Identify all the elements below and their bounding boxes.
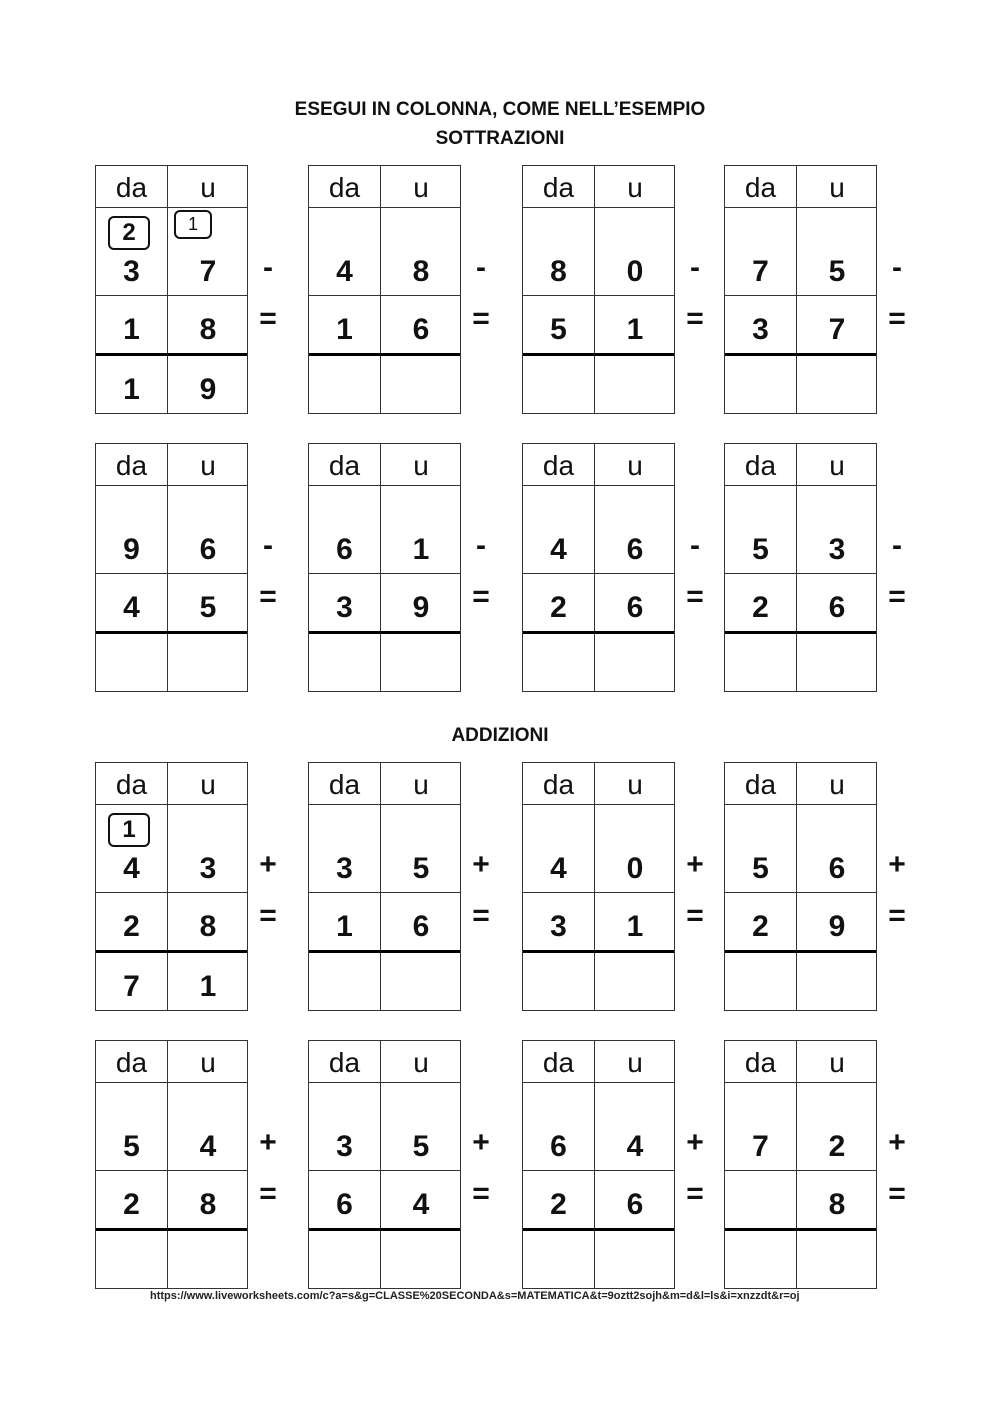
minuend-units: 3 <box>199 852 217 885</box>
subtrahend-tens: 6 <box>336 1188 353 1221</box>
header-divider <box>523 1082 674 1083</box>
subtrahend-tens: 3 <box>336 591 353 624</box>
result-line <box>309 631 460 634</box>
subtrahend-units: 6 <box>412 313 430 346</box>
plus-sign: + <box>686 848 704 881</box>
row-divider <box>523 892 674 893</box>
minuend-tens: 6 <box>336 533 353 566</box>
row-divider <box>725 1170 876 1171</box>
answer-tens-field[interactable] <box>309 1232 380 1288</box>
header-divider <box>725 207 876 208</box>
subtraction-grid <box>522 165 675 414</box>
subtrahend-units: 6 <box>412 910 430 943</box>
result-line <box>96 353 247 356</box>
minus-sign: - <box>690 529 700 562</box>
answer-units-field[interactable] <box>381 954 461 1010</box>
result-line <box>725 1228 876 1231</box>
header-tens: da <box>328 1047 361 1078</box>
answer-tens-field[interactable] <box>523 954 594 1010</box>
header-divider <box>96 1082 247 1083</box>
equals-sign: = <box>686 302 704 335</box>
subtrahend-tens: 3 <box>752 313 769 346</box>
row-divider <box>523 1170 674 1171</box>
header-tens: da <box>328 769 361 800</box>
minuend-units: 5 <box>828 255 846 288</box>
header-tens: da <box>115 450 148 481</box>
subtrahend-units: 4 <box>412 1188 430 1221</box>
equals-sign: = <box>686 1177 704 1210</box>
minuend-tens: 6 <box>550 1130 567 1163</box>
row-divider <box>725 892 876 893</box>
answer-tens-field[interactable] <box>96 1232 167 1288</box>
result-line <box>523 631 674 634</box>
header-divider <box>96 804 247 805</box>
header-divider <box>309 207 460 208</box>
addition-grid <box>724 1040 877 1289</box>
addition-grid <box>522 762 675 1011</box>
header-units: u <box>627 769 643 800</box>
minuend-units: 4 <box>199 1130 217 1163</box>
plus-sign: + <box>259 848 277 881</box>
result-line <box>96 631 247 634</box>
subtraction-grid <box>95 165 248 414</box>
subtrahend-tens: 3 <box>550 910 567 943</box>
header-units: u <box>627 450 643 481</box>
minus-sign: - <box>263 251 273 284</box>
equals-sign: = <box>472 1177 490 1210</box>
result-line <box>523 1228 674 1231</box>
addition-grid <box>308 762 461 1011</box>
subtraction-grid <box>308 165 461 414</box>
header-units: u <box>413 172 429 203</box>
subtraction-grid <box>724 165 877 414</box>
addition-grid <box>95 1040 248 1289</box>
minus-sign: - <box>690 251 700 284</box>
subtrahend-units: 8 <box>199 313 217 346</box>
row-divider <box>725 573 876 574</box>
minuend-tens: 4 <box>336 255 353 288</box>
minuend-units: 1 <box>412 533 430 566</box>
subtrahend-units: 8 <box>199 1188 217 1221</box>
row-divider <box>523 295 674 296</box>
answer-units-field[interactable] <box>595 954 675 1010</box>
result-line <box>725 950 876 953</box>
answer-tens-field[interactable] <box>523 357 594 413</box>
header-units: u <box>829 1047 845 1078</box>
answer-units-field[interactable] <box>381 357 461 413</box>
minus-sign: - <box>476 251 486 284</box>
subtrahend-tens: 1 <box>123 313 140 346</box>
header-units: u <box>829 450 845 481</box>
result-line <box>523 950 674 953</box>
plus-sign: + <box>888 1126 906 1159</box>
row-divider <box>96 573 247 574</box>
subtraction-grid <box>95 443 248 692</box>
minus-sign: - <box>476 529 486 562</box>
subtrahend-tens: 1 <box>336 910 353 943</box>
plus-sign: + <box>888 848 906 881</box>
result-line <box>309 1228 460 1231</box>
addition-grid <box>522 1040 675 1289</box>
answer-tens-field[interactable] <box>523 635 594 691</box>
answer-units-field[interactable] <box>797 954 877 1010</box>
result-line <box>309 950 460 953</box>
equals-sign: = <box>259 899 277 932</box>
header-divider <box>725 485 876 486</box>
minuend-tens: 5 <box>752 852 769 885</box>
header-divider <box>309 485 460 486</box>
subtrahend-tens: 2 <box>123 910 140 943</box>
answer-tens-field[interactable] <box>523 1232 594 1288</box>
row-divider <box>96 295 247 296</box>
header-divider <box>309 804 460 805</box>
row-divider <box>523 573 674 574</box>
page-title: ESEGUI IN COLONNA, COME NELL’ESEMPIO <box>294 99 706 120</box>
subtrahend-tens: 2 <box>752 910 769 943</box>
plus-sign: + <box>472 1126 490 1159</box>
row-divider <box>309 892 460 893</box>
header-tens: da <box>744 769 777 800</box>
addition-grid <box>724 762 877 1011</box>
header-tens: da <box>328 172 361 203</box>
subtrahend-tens: 2 <box>550 1188 567 1221</box>
result-line <box>725 353 876 356</box>
equals-sign: = <box>686 899 704 932</box>
minuend-tens: 7 <box>752 255 769 288</box>
equals-sign: = <box>888 580 906 613</box>
result-line <box>725 631 876 634</box>
subtrahend-units: 1 <box>626 313 644 346</box>
subtraction-grid <box>522 443 675 692</box>
minus-sign: - <box>263 529 273 562</box>
answer-tens-field[interactable] <box>725 954 796 1010</box>
result-tens: 1 <box>123 373 140 406</box>
subtrahend-tens: 5 <box>550 313 567 346</box>
equals-sign: = <box>686 580 704 613</box>
minuend-units: 5 <box>412 852 430 885</box>
plus-sign: + <box>259 1126 277 1159</box>
header-units: u <box>200 450 216 481</box>
header-units: u <box>627 1047 643 1078</box>
equals-sign: = <box>888 899 906 932</box>
subtrahend-tens: 2 <box>123 1188 140 1221</box>
minuend-tens: 5 <box>123 1130 140 1163</box>
header-tens: da <box>744 172 777 203</box>
header-tens: da <box>542 450 575 481</box>
carry-units-box: 1 <box>174 210 212 239</box>
addition-grid <box>308 1040 461 1289</box>
answer-tens-field[interactable] <box>309 635 380 691</box>
result-units: 1 <box>199 970 217 1003</box>
equals-sign: = <box>259 580 277 613</box>
header-tens: da <box>115 769 148 800</box>
answer-units-field[interactable] <box>595 635 675 691</box>
answer-units-field[interactable] <box>797 357 877 413</box>
subtrahend-tens: 1 <box>336 313 353 346</box>
header-units: u <box>627 172 643 203</box>
result-line <box>96 950 247 953</box>
header-tens: da <box>328 450 361 481</box>
result-line <box>523 353 674 356</box>
subtrahend-units: 5 <box>199 591 217 624</box>
subtrahend-units: 7 <box>828 313 846 346</box>
row-divider <box>309 1170 460 1171</box>
subtrahend-units: 8 <box>828 1188 846 1221</box>
answer-tens-field[interactable] <box>309 357 380 413</box>
section-title-addition: ADDIZIONI <box>451 725 549 746</box>
subtraction-grid <box>724 443 877 692</box>
subtrahend-units: 9 <box>412 591 430 624</box>
minuend-tens: 7 <box>752 1130 769 1163</box>
minuend-units: 4 <box>626 1130 644 1163</box>
section-title-subtraction: SOTTRAZIONI <box>435 128 565 149</box>
header-divider <box>309 1082 460 1083</box>
answer-tens-field[interactable] <box>309 954 380 1010</box>
minus-sign: - <box>892 529 902 562</box>
equals-sign: = <box>472 302 490 335</box>
minuend-tens: 5 <box>752 533 769 566</box>
header-units: u <box>413 769 429 800</box>
header-units: u <box>829 769 845 800</box>
minuend-units: 2 <box>828 1130 846 1163</box>
subtrahend-units: 6 <box>626 1188 644 1221</box>
answer-tens-field[interactable] <box>725 1232 796 1288</box>
minuend-units: 3 <box>828 533 846 566</box>
header-divider <box>96 207 247 208</box>
answer-units-field[interactable] <box>797 1232 877 1288</box>
subtraction-grid <box>308 443 461 692</box>
header-tens: da <box>744 450 777 481</box>
header-units: u <box>413 1047 429 1078</box>
result-tens: 7 <box>123 970 140 1003</box>
header-tens: da <box>542 1047 575 1078</box>
answer-tens-field[interactable] <box>725 357 796 413</box>
answer-tens-field[interactable] <box>725 635 796 691</box>
subtrahend-tens: 4 <box>123 591 140 624</box>
equals-sign: = <box>259 302 277 335</box>
equals-sign: = <box>888 1177 906 1210</box>
equals-sign: = <box>888 302 906 335</box>
equals-sign: = <box>259 1177 277 1210</box>
header-units: u <box>200 769 216 800</box>
plus-sign: + <box>686 1126 704 1159</box>
header-tens: da <box>542 172 575 203</box>
minuend-tens: 3 <box>336 1130 353 1163</box>
plus-sign: + <box>472 848 490 881</box>
subtrahend-tens: 2 <box>550 591 567 624</box>
minuend-units: 7 <box>199 255 217 288</box>
answer-units-field[interactable] <box>168 1232 248 1288</box>
row-divider <box>309 573 460 574</box>
subtrahend-units: 6 <box>626 591 644 624</box>
minuend-tens: 3 <box>123 255 140 288</box>
header-divider <box>523 207 674 208</box>
addition-grid <box>95 762 248 1011</box>
minuend-units: 0 <box>626 255 644 288</box>
minuend-units: 6 <box>199 533 217 566</box>
header-units: u <box>200 172 216 203</box>
minuend-tens: 4 <box>550 533 567 566</box>
minuend-units: 5 <box>412 1130 430 1163</box>
header-divider <box>725 804 876 805</box>
minuend-tens: 4 <box>123 852 140 885</box>
answer-units-field[interactable] <box>168 635 248 691</box>
minuend-units: 6 <box>626 533 644 566</box>
subtrahend-units: 6 <box>828 591 846 624</box>
result-units: 9 <box>199 373 217 406</box>
header-divider <box>96 485 247 486</box>
header-divider <box>725 1082 876 1083</box>
minuend-units: 0 <box>626 852 644 885</box>
carry-tens-box: 2 <box>108 216 150 250</box>
row-divider <box>725 295 876 296</box>
header-units: u <box>413 450 429 481</box>
header-tens: da <box>744 1047 777 1078</box>
subtrahend-tens: 2 <box>752 591 769 624</box>
header-units: u <box>829 172 845 203</box>
minuend-tens: 3 <box>336 852 353 885</box>
subtrahend-units: 8 <box>199 910 217 943</box>
equals-sign: = <box>472 580 490 613</box>
row-divider <box>96 892 247 893</box>
subtrahend-units: 9 <box>828 910 846 943</box>
result-line <box>309 353 460 356</box>
minuend-units: 8 <box>412 255 430 288</box>
answer-units-field[interactable] <box>595 1232 675 1288</box>
minus-sign: - <box>892 251 902 284</box>
result-line <box>96 1228 247 1231</box>
answer-units-field[interactable] <box>797 635 877 691</box>
header-divider <box>523 485 674 486</box>
header-units: u <box>200 1047 216 1078</box>
subtrahend-units: 1 <box>626 910 644 943</box>
source-url: https://www.liveworksheets.com/c?a=s&g=CLASSE%20SECONDA&s=MATEMATICA&t=9oztt2sojh&m=d&l=ls&i=xnzzdt&r=oj <box>150 1290 800 1302</box>
header-tens: da <box>542 769 575 800</box>
row-divider <box>309 295 460 296</box>
header-tens: da <box>115 1047 148 1078</box>
equals-sign: = <box>472 899 490 932</box>
minuend-tens: 4 <box>550 852 567 885</box>
answer-units-field[interactable] <box>381 635 461 691</box>
minuend-units: 6 <box>828 852 846 885</box>
carry-tens-box: 1 <box>108 813 150 847</box>
row-divider <box>96 1170 247 1171</box>
answer-units-field[interactable] <box>381 1232 461 1288</box>
answer-tens-field[interactable] <box>96 635 167 691</box>
header-divider <box>523 804 674 805</box>
answer-units-field[interactable] <box>595 357 675 413</box>
header-tens: da <box>115 172 148 203</box>
minuend-tens: 9 <box>123 533 140 566</box>
minuend-tens: 8 <box>550 255 567 288</box>
